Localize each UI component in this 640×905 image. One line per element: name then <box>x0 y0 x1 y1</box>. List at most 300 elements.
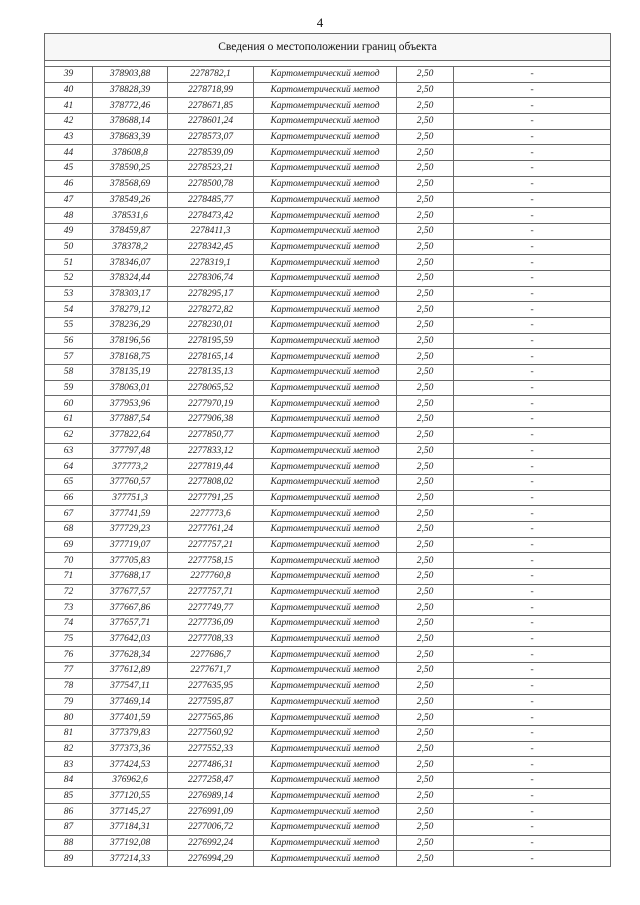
table-row <box>45 349 611 365</box>
point-number-cell: 49 <box>45 223 93 239</box>
method-cell: Картометрический метод <box>254 349 397 365</box>
point-number-cell: 61 <box>45 412 93 428</box>
point-number-cell: 47 <box>45 192 93 208</box>
x-coordinate-cell: 377887,54 <box>93 412 168 428</box>
table-row <box>45 459 611 475</box>
point-number-cell: 43 <box>45 129 93 145</box>
y-coordinate-cell: 2277819,44 <box>168 459 254 475</box>
description-cell: - <box>454 710 611 726</box>
description-cell: - <box>454 694 611 710</box>
x-coordinate-cell: 378135,19 <box>93 365 168 381</box>
y-coordinate-cell: 2278485,77 <box>168 192 254 208</box>
point-number-cell: 85 <box>45 788 93 804</box>
accuracy-cell: 2,50 <box>397 349 454 365</box>
method-cell: Картометрический метод <box>254 255 397 271</box>
x-coordinate-cell: 377214,33 <box>93 851 168 867</box>
description-cell: - <box>454 820 611 836</box>
table-row <box>45 710 611 726</box>
point-number-cell: 45 <box>45 161 93 177</box>
x-coordinate-cell: 377773,2 <box>93 459 168 475</box>
accuracy-cell: 2,50 <box>397 851 454 867</box>
accuracy-cell: 2,50 <box>397 710 454 726</box>
x-coordinate-cell: 377953,96 <box>93 396 168 412</box>
description-cell: - <box>454 506 611 522</box>
method-cell: Картометрический метод <box>254 647 397 663</box>
x-coordinate-cell: 377741,59 <box>93 506 168 522</box>
table-row <box>45 678 611 694</box>
table-row <box>45 647 611 663</box>
table-row <box>45 129 611 145</box>
x-coordinate-cell: 377120,55 <box>93 788 168 804</box>
accuracy-cell: 2,50 <box>397 427 454 443</box>
accuracy-cell: 2,50 <box>397 678 454 694</box>
accuracy-cell: 2,50 <box>397 286 454 302</box>
x-coordinate-cell: 378378,2 <box>93 239 168 255</box>
y-coordinate-cell: 2277757,21 <box>168 537 254 553</box>
description-cell: - <box>454 349 611 365</box>
point-number-cell: 89 <box>45 851 93 867</box>
x-coordinate-cell: 377719,07 <box>93 537 168 553</box>
point-number-cell: 55 <box>45 318 93 334</box>
y-coordinate-cell: 2277906,38 <box>168 412 254 428</box>
description-cell: - <box>454 741 611 757</box>
description-cell: - <box>454 176 611 192</box>
x-coordinate-cell: 378196,56 <box>93 333 168 349</box>
table-row <box>45 192 611 208</box>
x-coordinate-cell: 378063,01 <box>93 380 168 396</box>
table-row <box>45 725 611 741</box>
accuracy-cell: 2,50 <box>397 255 454 271</box>
method-cell: Картометрический метод <box>254 114 397 130</box>
description-cell: - <box>454 192 611 208</box>
description-cell: - <box>454 584 611 600</box>
y-coordinate-cell: 2277760,8 <box>168 569 254 585</box>
accuracy-cell: 2,50 <box>397 270 454 286</box>
table-row <box>45 67 611 83</box>
table-row <box>45 161 611 177</box>
table-row <box>45 584 611 600</box>
y-coordinate-cell: 2277686,7 <box>168 647 254 663</box>
table-row <box>45 851 611 867</box>
method-cell: Картометрический метод <box>254 506 397 522</box>
x-coordinate-cell: 377628,34 <box>93 647 168 663</box>
description-cell: - <box>454 380 611 396</box>
accuracy-cell: 2,50 <box>397 616 454 632</box>
point-number-cell: 52 <box>45 270 93 286</box>
point-number-cell: 51 <box>45 255 93 271</box>
table-row <box>45 270 611 286</box>
point-number-cell: 42 <box>45 114 93 130</box>
section-header-row <box>45 34 611 61</box>
description-cell: - <box>454 600 611 616</box>
point-number-cell: 54 <box>45 302 93 318</box>
table-row <box>45 443 611 459</box>
point-number-cell: 63 <box>45 443 93 459</box>
accuracy-cell: 2,50 <box>397 820 454 836</box>
table-row <box>45 255 611 271</box>
description-cell: - <box>454 443 611 459</box>
x-coordinate-cell: 377469,14 <box>93 694 168 710</box>
point-number-cell: 68 <box>45 521 93 537</box>
point-number-cell: 80 <box>45 710 93 726</box>
y-coordinate-cell: 2277671,7 <box>168 663 254 679</box>
method-cell: Картометрический метод <box>254 631 397 647</box>
method-cell: Картометрический метод <box>254 396 397 412</box>
x-coordinate-cell: 378303,17 <box>93 286 168 302</box>
method-cell: Картометрический метод <box>254 678 397 694</box>
method-cell: Картометрический метод <box>254 67 397 83</box>
description-cell: - <box>454 521 611 537</box>
point-number-cell: 67 <box>45 506 93 522</box>
method-cell: Картометрический метод <box>254 176 397 192</box>
description-cell: - <box>454 537 611 553</box>
description-cell: - <box>454 223 611 239</box>
accuracy-cell: 2,50 <box>397 584 454 600</box>
table-row <box>45 600 611 616</box>
accuracy-cell: 2,50 <box>397 757 454 773</box>
accuracy-cell: 2,50 <box>397 694 454 710</box>
method-cell: Картометрический метод <box>254 365 397 381</box>
y-coordinate-cell: 2278230,01 <box>168 318 254 334</box>
method-cell: Картометрический метод <box>254 788 397 804</box>
table-row <box>45 663 611 679</box>
y-coordinate-cell: 2278718,99 <box>168 82 254 98</box>
point-number-cell: 75 <box>45 631 93 647</box>
x-coordinate-cell: 377751,3 <box>93 490 168 506</box>
y-coordinate-cell: 2277486,31 <box>168 757 254 773</box>
table-row <box>45 223 611 239</box>
accuracy-cell: 2,50 <box>397 663 454 679</box>
accuracy-cell: 2,50 <box>397 161 454 177</box>
y-coordinate-cell: 2278500,78 <box>168 176 254 192</box>
accuracy-cell: 2,50 <box>397 365 454 381</box>
accuracy-cell: 2,50 <box>397 490 454 506</box>
x-coordinate-cell: 378324,44 <box>93 270 168 286</box>
table-row <box>45 176 611 192</box>
y-coordinate-cell: 2277006,72 <box>168 820 254 836</box>
point-number-cell: 77 <box>45 663 93 679</box>
point-number-cell: 84 <box>45 772 93 788</box>
point-number-cell: 59 <box>45 380 93 396</box>
accuracy-cell: 2,50 <box>397 631 454 647</box>
y-coordinate-cell: 2278342,45 <box>168 239 254 255</box>
y-coordinate-cell: 2278539,09 <box>168 145 254 161</box>
table-row <box>45 804 611 820</box>
point-number-cell: 40 <box>45 82 93 98</box>
point-number-cell: 70 <box>45 553 93 569</box>
table-row <box>45 835 611 851</box>
description-cell: - <box>454 851 611 867</box>
point-number-cell: 56 <box>45 333 93 349</box>
y-coordinate-cell: 2278295,17 <box>168 286 254 302</box>
method-cell: Картометрический метод <box>254 443 397 459</box>
table-body <box>45 34 611 867</box>
y-coordinate-cell: 2278573,07 <box>168 129 254 145</box>
point-number-cell: 57 <box>45 349 93 365</box>
y-coordinate-cell: 2277758,15 <box>168 553 254 569</box>
description-cell: - <box>454 255 611 271</box>
table-row <box>45 145 611 161</box>
x-coordinate-cell: 378688,14 <box>93 114 168 130</box>
point-number-cell: 48 <box>45 208 93 224</box>
accuracy-cell: 2,50 <box>397 114 454 130</box>
method-cell: Картометрический метод <box>254 98 397 114</box>
description-cell: - <box>454 757 611 773</box>
x-coordinate-cell: 378772,46 <box>93 98 168 114</box>
description-cell: - <box>454 161 611 177</box>
y-coordinate-cell: 2276989,14 <box>168 788 254 804</box>
accuracy-cell: 2,50 <box>397 569 454 585</box>
description-cell: - <box>454 412 611 428</box>
table-row <box>45 239 611 255</box>
method-cell: Картометрический метод <box>254 474 397 490</box>
description-cell: - <box>454 145 611 161</box>
table-row <box>45 569 611 585</box>
accuracy-cell: 2,50 <box>397 333 454 349</box>
point-number-cell: 69 <box>45 537 93 553</box>
point-number-cell: 79 <box>45 694 93 710</box>
method-cell: Картометрический метод <box>254 239 397 255</box>
description-cell: - <box>454 208 611 224</box>
description-cell: - <box>454 459 611 475</box>
description-cell: - <box>454 302 611 318</box>
description-cell: - <box>454 788 611 804</box>
method-cell: Картометрический метод <box>254 804 397 820</box>
description-cell: - <box>454 474 611 490</box>
y-coordinate-cell: 2278272,82 <box>168 302 254 318</box>
table-row <box>45 788 611 804</box>
y-coordinate-cell: 2277552,33 <box>168 741 254 757</box>
y-coordinate-cell: 2277595,87 <box>168 694 254 710</box>
y-coordinate-cell: 2276991,09 <box>168 804 254 820</box>
y-coordinate-cell: 2278523,21 <box>168 161 254 177</box>
x-coordinate-cell: 378683,39 <box>93 129 168 145</box>
point-number-cell: 60 <box>45 396 93 412</box>
method-cell: Картометрический метод <box>254 725 397 741</box>
table-row <box>45 208 611 224</box>
method-cell: Картометрический метод <box>254 741 397 757</box>
table-row <box>45 333 611 349</box>
accuracy-cell: 2,50 <box>397 412 454 428</box>
point-number-cell: 53 <box>45 286 93 302</box>
y-coordinate-cell: 2278195,59 <box>168 333 254 349</box>
accuracy-cell: 2,50 <box>397 208 454 224</box>
accuracy-cell: 2,50 <box>397 725 454 741</box>
method-cell: Картометрический метод <box>254 302 397 318</box>
x-coordinate-cell: 377373,36 <box>93 741 168 757</box>
table-row <box>45 490 611 506</box>
y-coordinate-cell: 2277258,47 <box>168 772 254 788</box>
x-coordinate-cell: 378236,29 <box>93 318 168 334</box>
x-coordinate-cell: 377760,57 <box>93 474 168 490</box>
table-row <box>45 741 611 757</box>
x-coordinate-cell: 377688,17 <box>93 569 168 585</box>
method-cell: Картометрический метод <box>254 129 397 145</box>
point-number-cell: 65 <box>45 474 93 490</box>
x-coordinate-cell: 376962,6 <box>93 772 168 788</box>
x-coordinate-cell: 378608,8 <box>93 145 168 161</box>
point-number-cell: 66 <box>45 490 93 506</box>
method-cell: Картометрический метод <box>254 694 397 710</box>
table-row <box>45 772 611 788</box>
x-coordinate-cell: 377379,83 <box>93 725 168 741</box>
method-cell: Картометрический метод <box>254 318 397 334</box>
table-row <box>45 82 611 98</box>
accuracy-cell: 2,50 <box>397 804 454 820</box>
method-cell: Картометрический метод <box>254 710 397 726</box>
y-coordinate-cell: 2276992,24 <box>168 835 254 851</box>
description-cell: - <box>454 647 611 663</box>
accuracy-cell: 2,50 <box>397 67 454 83</box>
description-cell: - <box>454 631 611 647</box>
x-coordinate-cell: 377822,64 <box>93 427 168 443</box>
x-coordinate-cell: 378346,07 <box>93 255 168 271</box>
x-coordinate-cell: 378168,75 <box>93 349 168 365</box>
accuracy-cell: 2,50 <box>397 318 454 334</box>
table-row <box>45 302 611 318</box>
x-coordinate-cell: 377547,11 <box>93 678 168 694</box>
point-number-cell: 78 <box>45 678 93 694</box>
description-cell: - <box>454 129 611 145</box>
accuracy-cell: 2,50 <box>397 537 454 553</box>
x-coordinate-cell: 378459,87 <box>93 223 168 239</box>
accuracy-cell: 2,50 <box>397 145 454 161</box>
point-number-cell: 72 <box>45 584 93 600</box>
accuracy-cell: 2,50 <box>397 396 454 412</box>
point-number-cell: 44 <box>45 145 93 161</box>
accuracy-cell: 2,50 <box>397 176 454 192</box>
table-row <box>45 820 611 836</box>
accuracy-cell: 2,50 <box>397 223 454 239</box>
description-cell: - <box>454 616 611 632</box>
method-cell: Картометрический метод <box>254 835 397 851</box>
point-number-cell: 41 <box>45 98 93 114</box>
table-row <box>45 427 611 443</box>
x-coordinate-cell: 377184,31 <box>93 820 168 836</box>
table-row <box>45 318 611 334</box>
y-coordinate-cell: 2277635,95 <box>168 678 254 694</box>
method-cell: Картометрический метод <box>254 757 397 773</box>
description-cell: - <box>454 772 611 788</box>
method-cell: Картометрический метод <box>254 192 397 208</box>
accuracy-cell: 2,50 <box>397 788 454 804</box>
method-cell: Картометрический метод <box>254 333 397 349</box>
accuracy-cell: 2,50 <box>397 98 454 114</box>
accuracy-cell: 2,50 <box>397 302 454 318</box>
point-number-cell: 88 <box>45 835 93 851</box>
description-cell: - <box>454 804 611 820</box>
page-number: 4 <box>316 15 324 30</box>
accuracy-cell: 2,50 <box>397 600 454 616</box>
accuracy-cell: 2,50 <box>397 192 454 208</box>
table-row <box>45 631 611 647</box>
method-cell: Картометрический метод <box>254 412 397 428</box>
method-cell: Картометрический метод <box>254 663 397 679</box>
table-row <box>45 474 611 490</box>
x-coordinate-cell: 377612,89 <box>93 663 168 679</box>
table-row <box>45 380 611 396</box>
point-number-cell: 73 <box>45 600 93 616</box>
y-coordinate-cell: 2277773,6 <box>168 506 254 522</box>
method-cell: Картометрический метод <box>254 820 397 836</box>
x-coordinate-cell: 377642,03 <box>93 631 168 647</box>
table-row <box>45 506 611 522</box>
table-row <box>45 521 611 537</box>
description-cell: - <box>454 239 611 255</box>
y-coordinate-cell: 2277970,19 <box>168 396 254 412</box>
y-coordinate-cell: 2277560,92 <box>168 725 254 741</box>
description-cell: - <box>454 82 611 98</box>
description-cell: - <box>454 725 611 741</box>
description-cell: - <box>454 396 611 412</box>
method-cell: Картометрический метод <box>254 286 397 302</box>
x-coordinate-cell: 377705,83 <box>93 553 168 569</box>
x-coordinate-cell: 377677,57 <box>93 584 168 600</box>
point-number-cell: 82 <box>45 741 93 757</box>
table-row <box>45 616 611 632</box>
accuracy-cell: 2,50 <box>397 380 454 396</box>
y-coordinate-cell: 2278671,85 <box>168 98 254 114</box>
table-row <box>45 757 611 773</box>
method-cell: Картометрический метод <box>254 459 397 475</box>
point-number-cell: 83 <box>45 757 93 773</box>
point-number-cell: 64 <box>45 459 93 475</box>
y-coordinate-cell: 2277761,24 <box>168 521 254 537</box>
y-coordinate-cell: 2277791,25 <box>168 490 254 506</box>
table-row <box>45 396 611 412</box>
description-cell: - <box>454 569 611 585</box>
point-number-cell: 81 <box>45 725 93 741</box>
x-coordinate-cell: 377401,59 <box>93 710 168 726</box>
accuracy-cell: 2,50 <box>397 474 454 490</box>
x-coordinate-cell: 378531,6 <box>93 208 168 224</box>
accuracy-cell: 2,50 <box>397 521 454 537</box>
y-coordinate-cell: 2277757,71 <box>168 584 254 600</box>
method-cell: Картометрический метод <box>254 584 397 600</box>
x-coordinate-cell: 377145,27 <box>93 804 168 820</box>
table-row <box>45 98 611 114</box>
point-number-cell: 50 <box>45 239 93 255</box>
table-row <box>45 412 611 428</box>
y-coordinate-cell: 2276994,29 <box>168 851 254 867</box>
accuracy-cell: 2,50 <box>397 506 454 522</box>
accuracy-cell: 2,50 <box>397 239 454 255</box>
y-coordinate-cell: 2277833,12 <box>168 443 254 459</box>
y-coordinate-cell: 2278411,3 <box>168 223 254 239</box>
y-coordinate-cell: 2278601,24 <box>168 114 254 130</box>
section-title: Сведения о местоположении границ объекта <box>45 34 611 61</box>
y-coordinate-cell: 2278135,13 <box>168 365 254 381</box>
boundary-table <box>44 33 611 867</box>
accuracy-cell: 2,50 <box>397 772 454 788</box>
y-coordinate-cell: 2277850,77 <box>168 427 254 443</box>
description-cell: - <box>454 427 611 443</box>
method-cell: Картометрический метод <box>254 569 397 585</box>
point-number-cell: 86 <box>45 804 93 820</box>
y-coordinate-cell: 2278065,52 <box>168 380 254 396</box>
x-coordinate-cell: 378590,25 <box>93 161 168 177</box>
x-coordinate-cell: 378279,12 <box>93 302 168 318</box>
method-cell: Картометрический метод <box>254 553 397 569</box>
description-cell: - <box>454 365 611 381</box>
description-cell: - <box>454 286 611 302</box>
table-row <box>45 286 611 302</box>
method-cell: Картометрический метод <box>254 490 397 506</box>
point-number-cell: 39 <box>45 67 93 83</box>
accuracy-cell: 2,50 <box>397 835 454 851</box>
method-cell: Картометрический метод <box>254 223 397 239</box>
x-coordinate-cell: 377797,48 <box>93 443 168 459</box>
